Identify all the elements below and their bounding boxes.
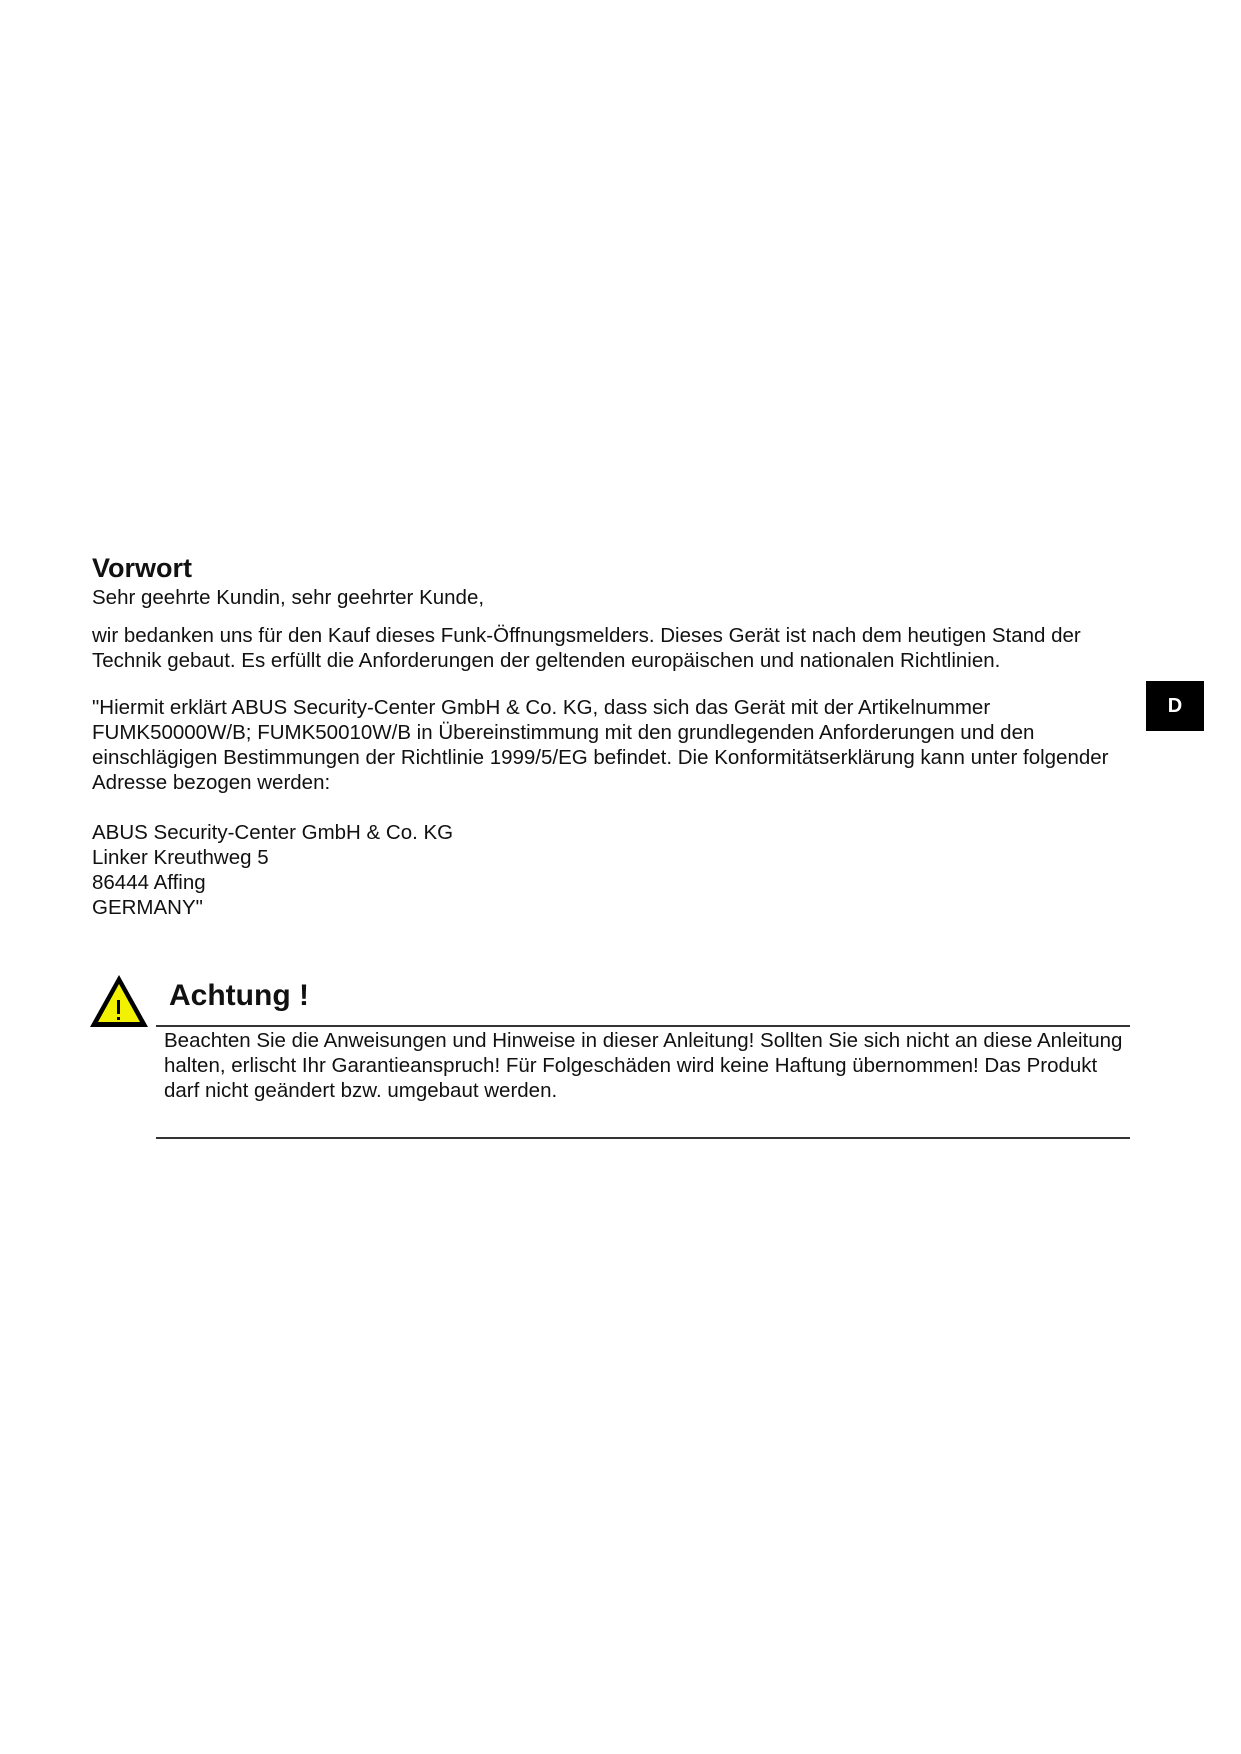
address-company: ABUS Security-Center GmbH & Co. KG	[92, 821, 454, 844]
address-block	[92, 820, 1132, 920]
foreword-section	[92, 552, 1132, 920]
declaration-paragraph: "Hiermit erklärt ABUS Security-Center GmbH & Co. KG, dass sich das Gerät mit der Artikelnummer FUMK50000W/B; FUMK50010W/B in Übereinstimmung mit den grundlegenden Anforderungen und den einschlägigen Bestimmungen der Richtlinie 1999/5/EG befindet. Die Konformitätserklärung kann unter folgender Adresse bezogen werden:	[92, 696, 1109, 794]
language-tab	[1146, 681, 1204, 731]
warning-triangle-icon	[87, 972, 151, 1030]
intro-paragraph: wir bedanken uns für den Kauf dieses Funk-Öffnungsmelders. Dieses Gerät ist nach dem heutigen Stand der Technik gebaut. Es erfüllt die Anforderungen der geltenden europäischen und nationalen Richtlinien.	[92, 624, 1081, 672]
warning-block	[87, 972, 1133, 1142]
address-city: 86444 Affing	[92, 871, 206, 894]
warning-text: Beachten Sie die Anweisungen und Hinweise in dieser Anleitung! Sollten Sie sich nicht an diese Anleitung halten, erlischt Ihr Garantieanspruch! Für Folgeschäden wird keine Haftung übernommen! Das Produkt darf nicht geändert bzw. umgebaut werden.	[164, 1029, 1123, 1102]
language-tab-label: D	[1167, 694, 1183, 717]
address-country: GERMANY"	[92, 896, 203, 919]
address-street: Linker Kreuthweg 5	[92, 846, 269, 869]
greeting-text: Sehr geehrte Kundin, sehr geehrter Kunde,	[92, 586, 485, 609]
warning-divider-top	[156, 1025, 1130, 1027]
warning-title: Achtung !	[169, 979, 309, 1012]
foreword-heading: Vorwort	[92, 553, 192, 583]
warning-divider-bottom	[156, 1137, 1130, 1139]
